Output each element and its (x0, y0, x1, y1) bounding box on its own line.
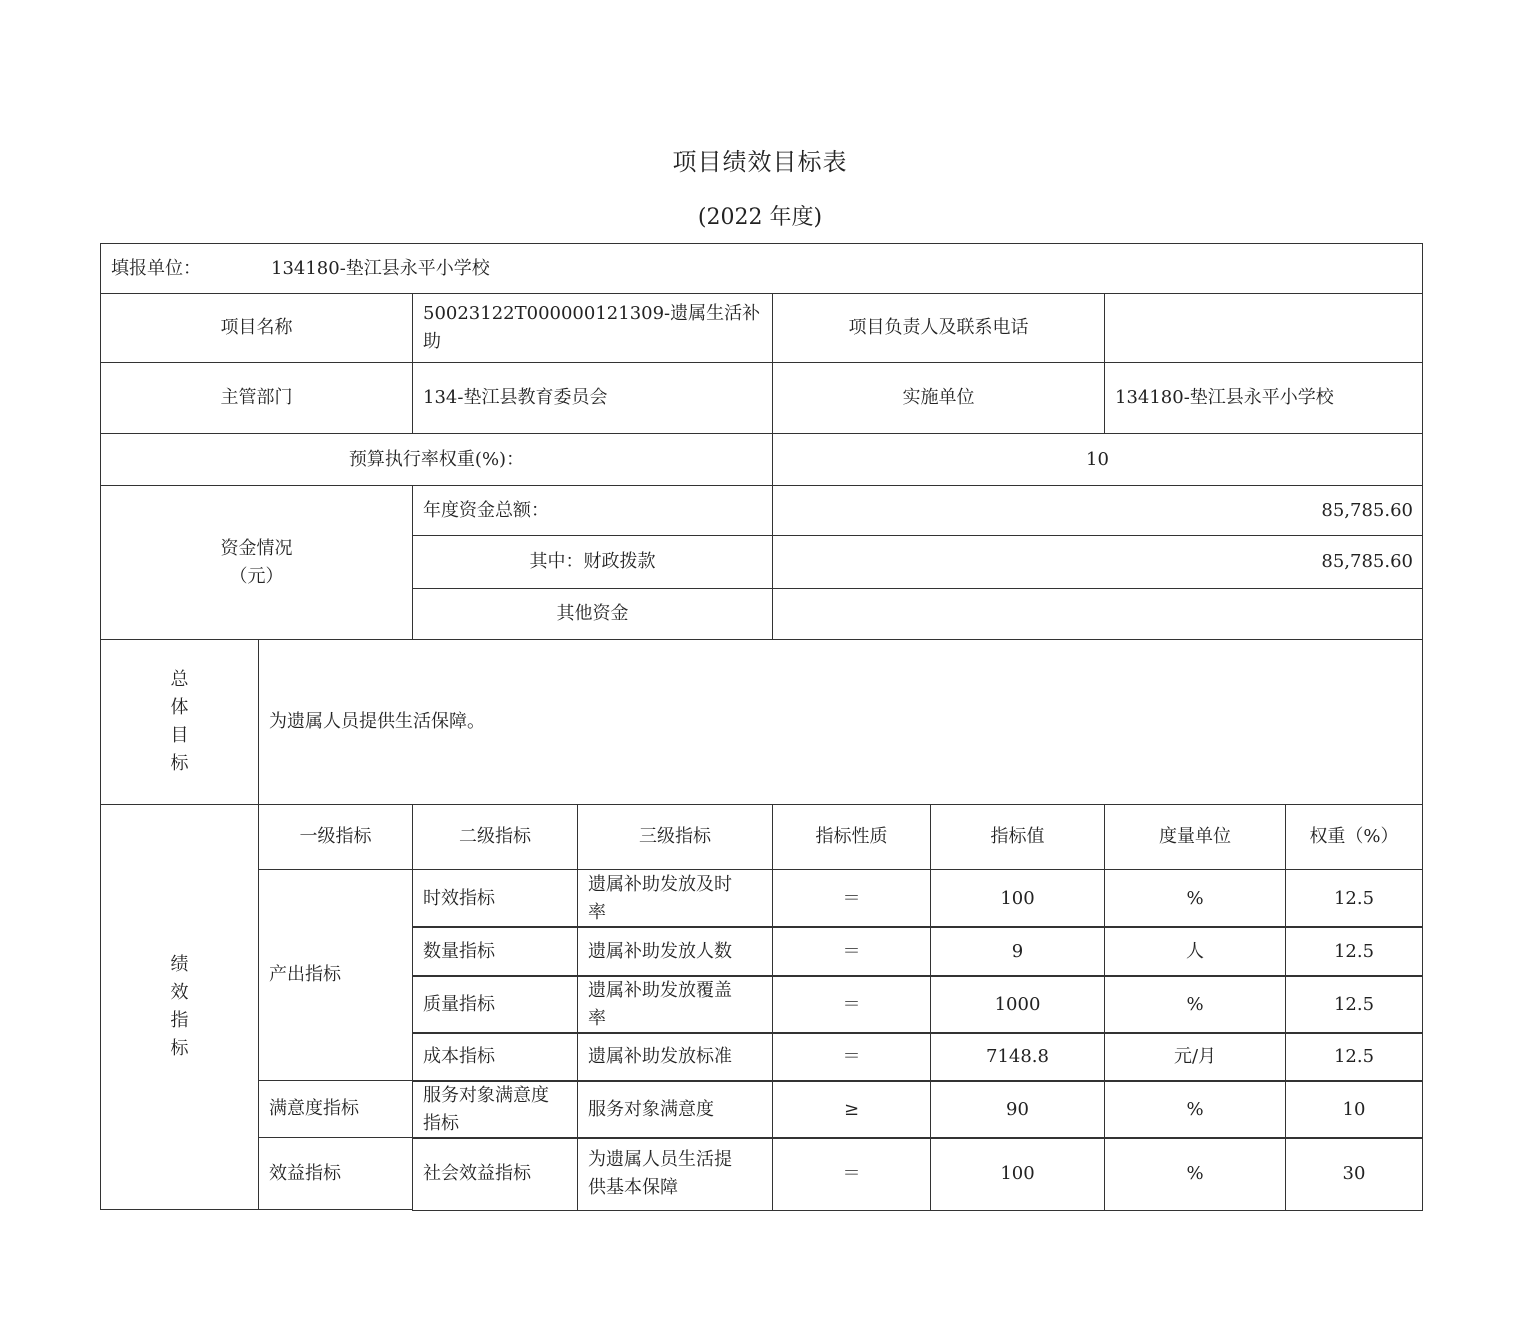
header-level1: 一级指标 (258, 804, 413, 870)
dept-label: 主管部门 (100, 362, 413, 434)
cell-level3 (577, 1137, 773, 1211)
header-weight: 权重（%） (1285, 804, 1423, 870)
funds-total-value: 85,785.60 (772, 485, 1423, 536)
cell-level3-line: 遗属补助发放人数 (588, 940, 732, 962)
page-title: 项目绩效目标表 (672, 148, 848, 176)
project-name-value: 50023122T000000121309-遗属生活补助 (412, 293, 773, 363)
cell-level2-line: 质量指标 (423, 993, 495, 1015)
cell-level2-line: 社会效益指标 (423, 1163, 531, 1184)
performance-target-table (100, 243, 1423, 1210)
cell-unit: 元/月 (1104, 1032, 1286, 1082)
goal-label-char: 目 (170, 725, 189, 746)
cell-weight: 12.5 (1285, 869, 1423, 928)
funds-fiscal-value: 85,785.60 (772, 535, 1423, 589)
group-benefit: 效益指标 (258, 1137, 413, 1210)
cell-level2-lines (423, 938, 495, 966)
goal-label (100, 639, 259, 805)
cell-level2 (412, 1137, 578, 1211)
cell-weight: 10 (1285, 1080, 1423, 1139)
cell-level2-line: 时效指标 (423, 887, 495, 909)
header-level3: 三级指标 (577, 804, 773, 870)
cell-level3-line: 率 (588, 901, 606, 923)
report-unit-value: 134180-垫江县永平小学校 (271, 257, 490, 279)
page-subtitle: (2022 年度) (697, 205, 823, 230)
cell-level2-line: 服务对象满意度 (423, 1084, 549, 1106)
funds-total-label: 年度资金总额： (412, 485, 773, 536)
budget-weight-label: 预算执行率权重(%)： (100, 433, 773, 486)
cell-value: 90 (930, 1080, 1105, 1139)
cell-level3 (577, 1032, 773, 1082)
cell-level3-lines (588, 1146, 732, 1202)
funds-label-line2: （元） (229, 565, 284, 587)
header-unit: 度量单位 (1104, 804, 1286, 870)
cell-level3 (577, 975, 773, 1034)
cell-nature: ＝ (772, 1137, 931, 1211)
cell-level2-lines (423, 991, 495, 1019)
goal-text: 为遗属人员提供生活保障。 (258, 639, 1423, 805)
dept-value: 134-垫江县教育委员会 (412, 362, 773, 434)
cell-value: 100 (930, 869, 1105, 928)
header-level2: 二级指标 (412, 804, 578, 870)
cell-weight: 12.5 (1285, 926, 1423, 977)
cell-level3-line: 遗属补助发放标准 (588, 1046, 732, 1067)
impl-unit-value: 134180-垫江县永平小学校 (1104, 362, 1423, 434)
cell-level2-line: 数量指标 (423, 940, 495, 962)
project-contact-value (1104, 293, 1423, 363)
cell-weight: 30 (1285, 1137, 1423, 1211)
indicators-label (100, 804, 259, 1210)
cell-level2-line: 成本指标 (423, 1046, 495, 1067)
cell-level2-lines (423, 1082, 549, 1138)
cell-value: 7148.8 (930, 1032, 1105, 1082)
cell-level3-lines (588, 1043, 732, 1071)
cell-value: 100 (930, 1137, 1105, 1211)
cell-unit: % (1104, 975, 1286, 1034)
cell-level2 (412, 1032, 578, 1082)
report-unit-label: 填报单位： (111, 257, 201, 279)
cell-level2 (412, 1080, 578, 1139)
project-name-label: 项目名称 (100, 293, 413, 363)
cell-level3-line: 遗属补助发放覆盖 (588, 979, 732, 1001)
indicators-label-char: 标 (170, 1038, 189, 1059)
funds-label-line1: 资金情况 (220, 537, 293, 559)
goal-label-char: 总 (170, 669, 189, 690)
cell-level2 (412, 926, 578, 977)
cell-nature: ≥ (772, 1080, 931, 1139)
cell-level2-lines (423, 1160, 531, 1188)
indicators-label-char: 指 (170, 1010, 189, 1031)
cell-level2-line: 指标 (423, 1112, 459, 1134)
cell-nature: ＝ (772, 869, 931, 928)
goal-label-char: 标 (170, 753, 189, 774)
cell-unit: % (1104, 1137, 1286, 1211)
cell-nature: ＝ (772, 926, 931, 977)
cell-level3-line: 率 (588, 1007, 606, 1029)
group-satisfaction: 满意度指标 (258, 1080, 413, 1138)
indicators-label-char: 效 (170, 982, 189, 1003)
cell-level3 (577, 869, 773, 928)
cell-unit: 人 (1104, 926, 1286, 977)
report-unit-row (100, 243, 1423, 294)
cell-level3-line: 供基本保障 (588, 1177, 678, 1198)
funds-fiscal-label: 其中：财政拨款 (412, 535, 773, 589)
project-contact-label: 项目负责人及联系电话 (772, 293, 1105, 363)
impl-unit-label: 实施单位 (772, 362, 1105, 434)
funds-label (100, 485, 413, 640)
cell-value: 1000 (930, 975, 1105, 1034)
cell-level3-line: 为遗属人员生活提 (588, 1149, 732, 1170)
cell-nature: ＝ (772, 975, 931, 1034)
cell-level2 (412, 975, 578, 1034)
cell-level2-lines (423, 1043, 495, 1071)
cell-weight: 12.5 (1285, 975, 1423, 1034)
cell-level3-lines (588, 1096, 714, 1124)
header-value: 指标值 (930, 804, 1105, 870)
cell-level3 (577, 926, 773, 977)
cell-unit: % (1104, 869, 1286, 928)
header-nature: 指标性质 (772, 804, 931, 870)
cell-unit: % (1104, 1080, 1286, 1139)
group-output: 产出指标 (258, 869, 413, 1081)
cell-level3-line: 服务对象满意度 (588, 1098, 714, 1120)
cell-level2 (412, 869, 578, 928)
cell-level3-line: 遗属补助发放及时 (588, 873, 732, 895)
budget-weight-value: 10 (772, 433, 1423, 486)
goal-label-char: 体 (170, 697, 189, 718)
cell-level2-lines (423, 885, 495, 913)
cell-weight: 12.5 (1285, 1032, 1423, 1082)
cell-value: 9 (930, 926, 1105, 977)
cell-level3-lines (588, 871, 732, 927)
cell-level3-lines (588, 977, 732, 1033)
funds-other-label: 其他资金 (412, 588, 773, 640)
cell-level3-lines (588, 938, 732, 966)
indicators-label-char: 绩 (170, 954, 189, 975)
cell-nature: ＝ (772, 1032, 931, 1082)
funds-other-value (772, 588, 1423, 640)
cell-level3 (577, 1080, 773, 1139)
